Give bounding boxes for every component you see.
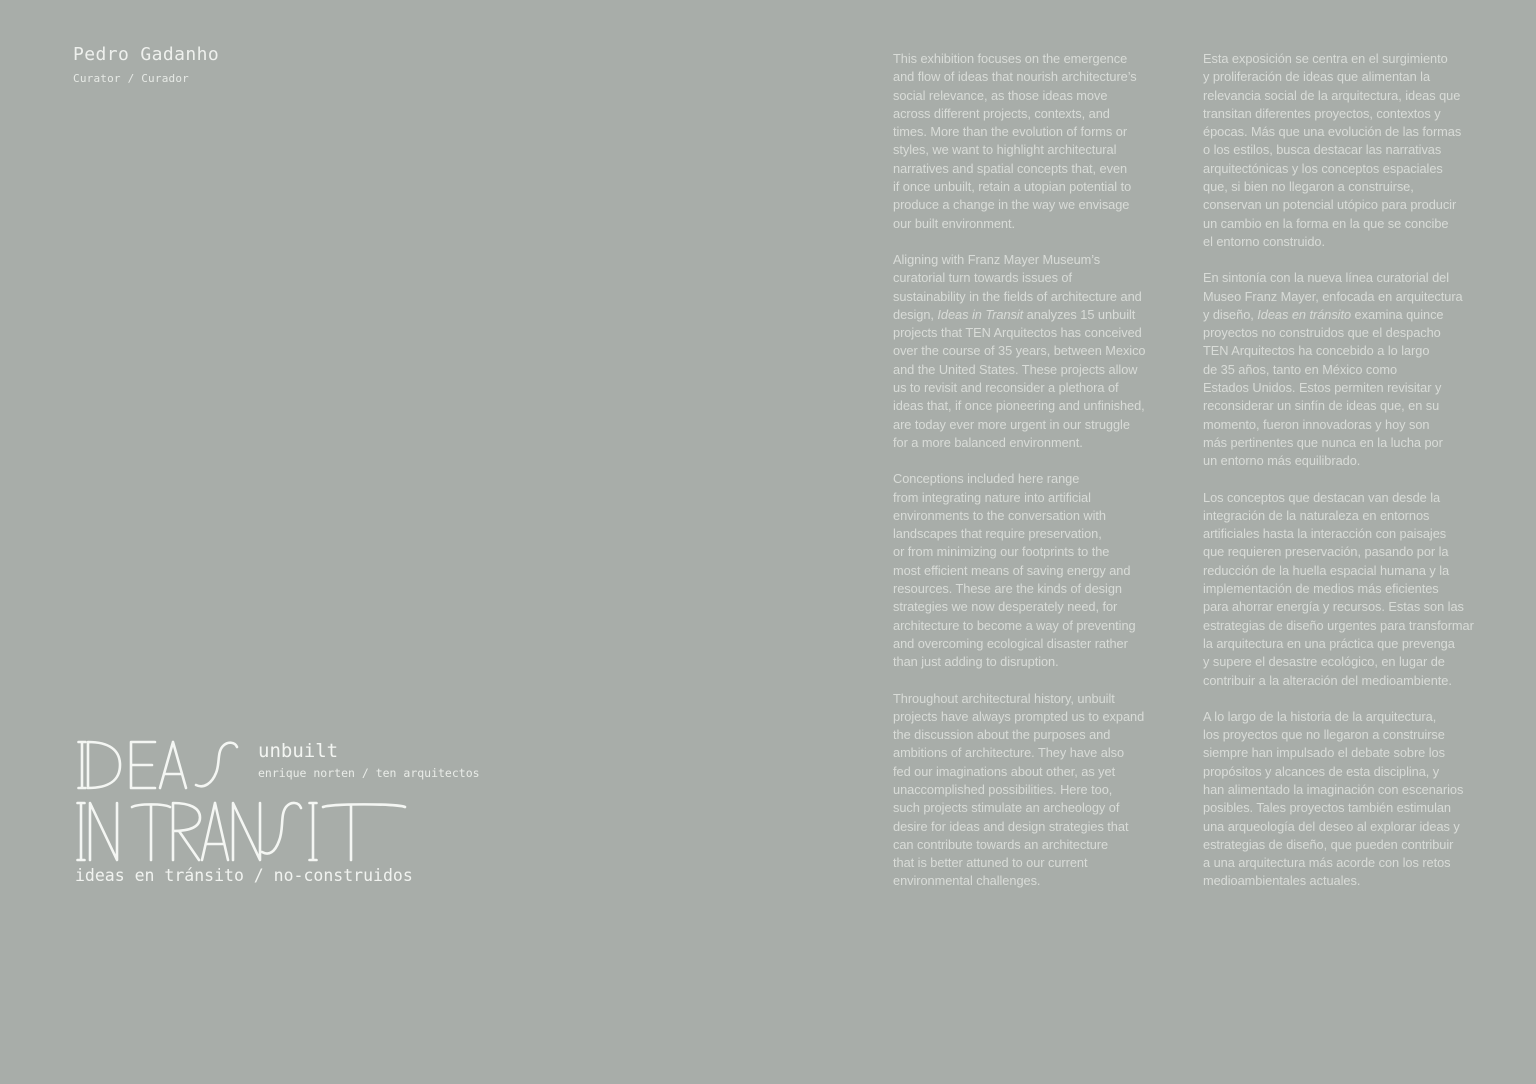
text-line: that is better attuned to our current — [893, 855, 1088, 871]
text-line: fed our imaginations about other, as yet — [893, 763, 1116, 779]
text-line: for a more balanced environment. — [893, 434, 1083, 450]
text-line: curatorial turn towards issues of — [893, 270, 1073, 286]
text-line: than just adding to disruption. — [893, 654, 1059, 670]
text-line: para ahorrar energía y recursos. Estas son las — [1203, 599, 1464, 615]
text-line: más pertinentes que nunca en la lucha por — [1203, 434, 1443, 450]
text-line: estrategias de diseño, que pueden contribuir — [1203, 836, 1454, 852]
text-line: momento, fueron innovadoras y hoy son — [1203, 416, 1430, 432]
ideas-in-transit-wordmark — [73, 740, 413, 862]
text-line: los proyectos que no llegaron a construirse — [1203, 727, 1445, 743]
text-line: ideas that, if once pioneering and unfinished, — [893, 398, 1145, 414]
text-line: us to revisit and reconsider a plethora of — [893, 380, 1119, 396]
text-line: épocas. Más que una evolución de las formas — [1203, 124, 1462, 140]
text-line: and overcoming ecological disaster rather — [893, 635, 1128, 651]
text-line: y proliferación de ideas que alimentan la — [1203, 69, 1431, 85]
text-line: if once unbuilt, retain a utopian potential to — [893, 179, 1132, 195]
logo-tagline: ideas en tránsito / no-construidos — [75, 866, 413, 885]
text-line: unaccomplished possibilities. Here too, — [893, 781, 1113, 797]
text-line: sustainability in the fields of architecture and — [893, 288, 1142, 304]
text-line: produce a change in the way we envisage — [893, 197, 1130, 213]
text-line: social relevance, as those ideas move — [893, 87, 1108, 103]
text-line: Conceptions included here range — [893, 471, 1080, 487]
paragraph — [893, 251, 1165, 452]
text-line: are today ever more urgent in our struggle — [893, 416, 1130, 432]
paragraph — [1203, 50, 1490, 251]
text-line: such projects stimulate an archeology of — [893, 800, 1120, 816]
text-line: han alimentado la imaginación con escenarios — [1203, 781, 1464, 797]
text-line: strategies we now desperately need, for — [893, 599, 1118, 615]
text-line: A lo largo de la historia de la arquitectura, — [1203, 708, 1437, 724]
paragraph — [1203, 269, 1490, 470]
text-line: landscapes that require preservation, — [893, 526, 1102, 542]
column-spanish — [1203, 50, 1490, 909]
column-english — [893, 50, 1165, 909]
text-line: TEN Arquitectos ha concebido a lo largo — [1203, 343, 1430, 359]
text-line: un cambio en la forma en la que se concibe — [1203, 215, 1449, 231]
text-line: design, Ideas in Transit analyzes 15 unbuilt — [893, 306, 1136, 322]
text-line: estrategias de diseño urgentes para transformar — [1203, 617, 1474, 633]
text-line: el entorno construido. — [1203, 233, 1325, 249]
text-line: times. More than the evolution of forms or — [893, 124, 1128, 140]
text-line: ambitions of architecture. They have also — [893, 745, 1125, 761]
text-line: siempre han impulsado el debate sobre los — [1203, 745, 1445, 761]
text-line: architecture to become a way of preventing — [893, 617, 1136, 633]
paragraph — [893, 470, 1165, 671]
text-line: Aligning with Franz Mayer Museum’s — [893, 251, 1101, 267]
text-line: una arqueología del deseo al explorar ideas y — [1203, 818, 1460, 834]
text-line: propósitos y alcances de esta disciplina, y — [1203, 763, 1440, 779]
curator-name: Pedro Gadanho — [73, 44, 220, 65]
text-line: from integrating nature into artificial — [893, 489, 1091, 505]
text-line: or from minimizing our footprints to the — [893, 544, 1110, 560]
text-line: En sintonía con la nueva línea curatorial del — [1203, 270, 1450, 286]
text-line: y diseño, Ideas en tránsito examina quince — [1203, 306, 1444, 322]
text-line: transitan diferentes proyectos, contextos y — [1203, 105, 1441, 121]
text-line: relevancia social de la arquitectura, ideas que — [1203, 87, 1461, 103]
text-line: posibles. Tales proyectos también estimulan — [1203, 800, 1451, 816]
text-line: our built environment. — [893, 215, 1015, 231]
text-line: environmental challenges. — [893, 873, 1041, 889]
logo-byline: enrique norten / ten arquitectos — [258, 766, 480, 780]
text-line: contribuir a la alteración del medioambiente. — [1203, 672, 1452, 688]
text-line: Museo Franz Mayer, enfocada en arquitectura — [1203, 288, 1463, 304]
text-line: reconsiderar un sinfín de ideas que, en su — [1203, 398, 1440, 414]
text-line: and the United States. These projects allow — [893, 361, 1138, 377]
text-line: proyectos no construidos que el despacho — [1203, 325, 1441, 341]
text-line: la arquitectura en una práctica que prevenga — [1203, 635, 1455, 651]
text-line: can contribute towards an architecture — [893, 836, 1109, 852]
text-line: Esta exposición se centra en el surgimiento — [1203, 51, 1448, 66]
text-line: projects that TEN Arquitectos has conceived — [893, 325, 1142, 341]
text-line: arquitectónicas y los conceptos espaciales — [1203, 160, 1443, 176]
text-line: Throughout architectural history, unbuilt — [893, 690, 1115, 706]
text-line: over the course of 35 years, between Mexico — [893, 343, 1146, 359]
text-line: and flow of ideas that nourish architecture’s — [893, 69, 1137, 85]
text-line: un entorno más equilibrado. — [1203, 453, 1361, 469]
text-line: styles, we want to highlight architectural — [893, 142, 1117, 158]
text-line: across different projects, contexts, and — [893, 105, 1110, 121]
text-line: Los conceptos que destacan van desde la — [1203, 489, 1441, 505]
text-line: y supere el desastre ecológico, en lugar de — [1203, 654, 1445, 670]
text-line: the discussion about the purposes and — [893, 727, 1111, 743]
text-line: que requieren preservación, pasando por la — [1203, 544, 1449, 560]
text-line: narratives and spatial concepts that, even — [893, 160, 1128, 176]
text-line: Estados Unidos. Estos permiten revisitar y — [1203, 380, 1442, 396]
text-line: conservan un potencial utópico para producir — [1203, 197, 1457, 213]
paragraph — [1203, 489, 1490, 690]
text-line: o los estilos, busca destacar las narrativas — [1203, 142, 1442, 158]
text-line: artificiales hasta la interacción con paisajes — [1203, 526, 1447, 542]
curator-role: Curator / Curador — [73, 72, 189, 85]
paragraph — [893, 50, 1165, 233]
text-line: projects have always prompted us to expand — [893, 708, 1145, 724]
logo-subtitle: unbuilt — [258, 740, 339, 762]
text-line: de 35 años, tanto en México como — [1203, 361, 1398, 377]
text-line: que, si bien no llegaron a construirse, — [1203, 179, 1414, 195]
paragraph — [1203, 708, 1490, 891]
text-line: desire for ideas and design strategies that — [893, 818, 1129, 834]
text-line: resources. These are the kinds of design — [893, 581, 1122, 597]
text-line: integración de la naturaleza en entornos — [1203, 507, 1430, 523]
text-line: This exhibition focuses on the emergence — [893, 51, 1128, 66]
credit-block — [73, 44, 219, 85]
text-line: a una arquitectura más acorde con los retos — [1203, 855, 1451, 871]
text-line: implementación de medios más eficientes — [1203, 581, 1439, 597]
logo-block — [73, 740, 613, 910]
text-line: medioambientales actuales. — [1203, 873, 1361, 889]
text-line: environments to the conversation with — [893, 507, 1106, 523]
text-line: reducción de la huella espacial humana y la — [1203, 562, 1450, 578]
paragraph — [893, 690, 1165, 891]
text-line: most efficient means of saving energy and — [893, 562, 1131, 578]
